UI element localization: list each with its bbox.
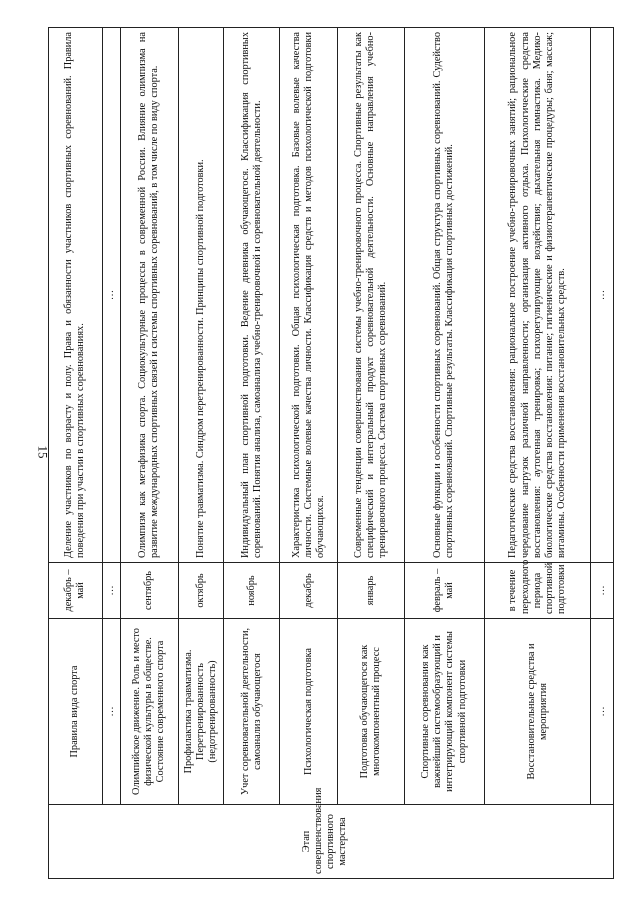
content-cell: Основные функции и особенности спортивных соревнований. Общая структура спортивных соревнований. Судейство спортивных соревнований. Спортивные результаты. Классификация спортивных достижений. [404,28,485,563]
period-cell: декабрь [280,563,338,619]
period-cell: … [102,563,120,619]
period-cell: сентябрь [120,563,178,619]
topic-cell: … [102,619,120,805]
table-row [591,28,614,879]
period-cell: октябрь [178,563,224,619]
period-cell: декабрь – май [49,563,103,619]
topic-cell: Психологическая подготовка [280,619,338,805]
table-row [102,28,120,879]
content-cell: Деление участников по возрасту и полу. Права и обязанности участников спортивных соревнований. Правила поведения при участии в спортивных соревнованиях. [49,28,103,563]
topic-cell: Учет соревновательной деятельности, самоанализ обучающегося [224,619,280,805]
topic-cell: … [591,619,614,805]
topic-cell: Восстановительные средства и мероприятия [485,619,591,805]
stage-cell [49,787,614,879]
table-row [280,28,338,879]
content-cell: Педагогические средства восстановления: рациональное построение учебно-тренировочных занятий; рациональное чередование нагрузок различной направленности; организация активного отдыха. Психологические средства восстановления: аутогенная тренировка; психорегулирующие воздействия; дыхательная гимнастика. Медико-биологические средства восстановления: питание; гигиенические и физиотерапевтические процедуры; баня; массаж; витамины. Особенности применения восстановительных средств. [485,28,591,563]
period-cell: … [591,563,614,619]
content-cell: Современные тенденции совершенствования системы учебно-тренировочного процесса. Спортивные результаты как специфический и интегральный продукт соревновательной деятельности. Основные направления учебно-тренировочного процесса. Система спортивных соревнований. [338,28,404,563]
table-row [178,28,224,879]
program-table [48,27,614,879]
period-cell: январь [338,563,404,619]
content-cell: … [591,28,614,563]
period-cell: ноябрь [224,563,280,619]
table-row [338,28,404,879]
table-row [485,28,591,879]
period-cell: в течение переходного периода спортивной подготовки [485,563,591,619]
stage-label: Этап совершенствования спортивного мастерства [301,787,349,874]
content-cell: Понятие травматизма. Синдром перетренированности. Принципы спортивной подготовки. [178,28,224,563]
table-row [49,28,103,879]
content-cell: Олимпизм как метафизика спорта. Социокультурные процессы в современной России. Влияние олимпизма на развитие международных спортивных связей и системы спортивных соревнований, в том числе по виду спорта. [120,28,178,563]
page-number: 15 [35,445,51,459]
topic-cell: Подготовка обучающегося как многокомпонентный процесс [338,619,404,805]
content-cell: Характеристика психологической подготовки. Общая психологическая подготовка. Базовые волевые качества личности. Системные волевые качества личности. Классификация средств и методов психологической подготовки обучающихся. [280,28,338,563]
topic-cell: Спортивные соревнования как важнейший системообразующий и интегрирующий компонент системы спортивной подготовки [404,619,485,805]
table-frame [48,27,614,879]
topic-cell: Профилактика травматизма. Перетренированность (недотренированность) [178,619,224,805]
period-cell: февраль – май [404,563,485,619]
content-cell: Индивидуальный план спортивной подготовки. Ведение дневника обучающегося. Классификация спортивных соревнований. Понятия анализа, самоанализа учебно-тренировочной и соревновательной деятельности. [224,28,280,563]
content-cell: … [102,28,120,563]
table-row [224,28,280,879]
topic-cell: Олимпийское движение. Роль и место физической культуры в обществе. Состояние современного спорта [120,619,178,805]
table-row [120,28,178,879]
topic-cell: Правила вида спорта [49,619,103,805]
table-row [404,28,485,879]
